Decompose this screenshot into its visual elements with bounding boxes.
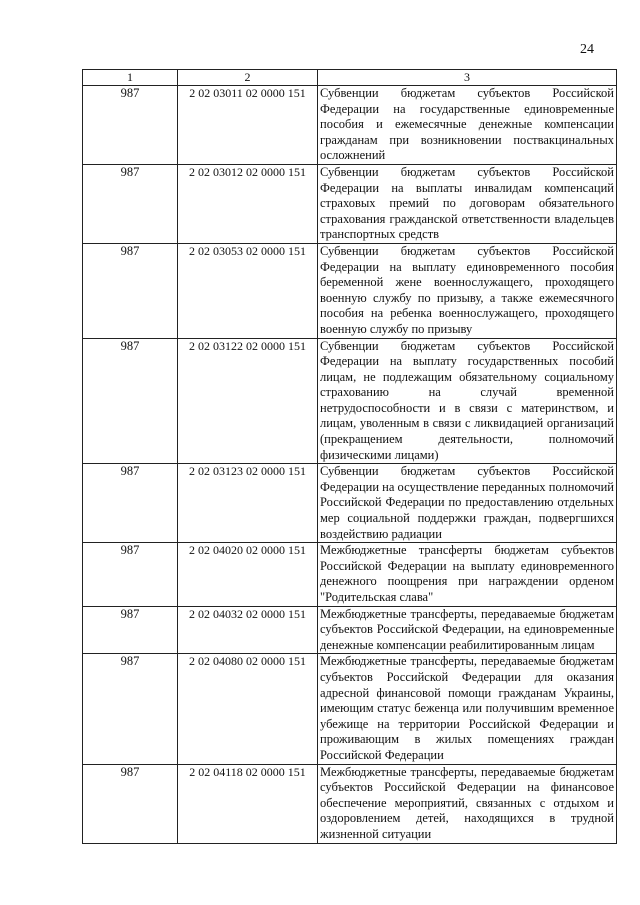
budget-code-cell: 2 02 04080 02 0000 151 [178, 654, 318, 764]
header-row [83, 70, 617, 86]
budget-code-cell: 2 02 04032 02 0000 151 [178, 606, 318, 654]
budget-code-cell: 2 02 03053 02 0000 151 [178, 243, 318, 338]
income-name-cell: Субвенции бюджетам субъектов Российской Федерации на осуществление переданных полномочий Российской Федерации по предоставлению отдельных мер социальной поддержки граждан, подвергшихся воздействию радиации [318, 464, 617, 543]
budget-code-cell: 2 02 03122 02 0000 151 [178, 338, 318, 464]
income-name-cell: Межбюджетные трансферты, передаваемые бюджетам субъектов Российской Федерации на финансовое обеспечение мероприятий, связанных с отдыхом и оздоровлением детей, находящихся в трудной жизненной ситуации [318, 764, 617, 843]
admin-code-cell: 987 [83, 764, 178, 843]
admin-code-cell: 987 [83, 543, 178, 606]
admin-code-cell: 987 [83, 86, 178, 165]
budget-classification-table [82, 69, 617, 844]
budget-code-cell: 2 02 04118 02 0000 151 [178, 764, 318, 843]
budget-code-cell: 2 02 03123 02 0000 151 [178, 464, 318, 543]
income-name-cell: Межбюджетные трансферты, передаваемые бюджетам субъектов Российской Федерации для оказания адресной финансовой помощи гражданам Украины, имеющим статус беженца или получившим временное убежище на территории Российской Федерации и проживающим в жилых помещениях граждан Российской Федерации [318, 654, 617, 764]
admin-code-cell: 987 [83, 243, 178, 338]
table-row [83, 764, 617, 843]
table-row [83, 243, 617, 338]
admin-code-cell: 987 [83, 606, 178, 654]
table-row [83, 338, 617, 464]
header-col-1: 1 [83, 70, 178, 86]
table-body [83, 86, 617, 844]
table-header [83, 70, 617, 86]
budget-code-cell: 2 02 03012 02 0000 151 [178, 164, 318, 243]
budget-code-cell: 2 02 04020 02 0000 151 [178, 543, 318, 606]
budget-code-cell: 2 02 03011 02 0000 151 [178, 86, 318, 165]
page-number: 24 [580, 42, 594, 57]
table-row [83, 606, 617, 654]
admin-code-cell: 987 [83, 464, 178, 543]
income-name-cell: Межбюджетные трансферты, передаваемые бюджетам субъектов Российской Федерации, на единовременные денежные компенсации реабилитированным лицам [318, 606, 617, 654]
table-row [83, 464, 617, 543]
admin-code-cell: 987 [83, 338, 178, 464]
table-row [83, 543, 617, 606]
header-col-2: 2 [178, 70, 318, 86]
income-name-cell: Субвенции бюджетам субъектов Российской Федерации на выплату единовременного пособия беременной жене военнослужащего, проходящего военную службу по призыву, а также ежемесячного пособия на ребенка военнослужащего, проходящего военную службу по призыву [318, 243, 617, 338]
income-name-cell: Субвенции бюджетам субъектов Российской Федерации на выплату государственных пособий лицам, не подлежащим обязательному социальному страхованию на случай временной нетрудоспособности и в связи с материнством, и лицам, уволенным в связи с ликвидацией организаций (прекращением деятельности, полномочий физическими лицами) [318, 338, 617, 464]
admin-code-cell: 987 [83, 164, 178, 243]
income-name-cell: Субвенции бюджетам субъектов Российской Федерации на государственные единовременные пособия и ежемесячные денежные компенсации гражданам при возникновении поствакцинальных осложнений [318, 86, 617, 165]
income-name-cell: Межбюджетные трансферты бюджетам субъектов Российской Федерации на выплату единовременного денежного поощрения при награждении орденом "Родительская слава" [318, 543, 617, 606]
admin-code-cell: 987 [83, 654, 178, 764]
table-row [83, 654, 617, 764]
income-name-cell: Субвенции бюджетам субъектов Российской Федерации на выплаты инвалидам компенсаций страховых премий по договорам обязательного страхования гражданской ответственности владельцев транспортных средств [318, 164, 617, 243]
table-row [83, 164, 617, 243]
table-row [83, 86, 617, 165]
header-col-3: 3 [318, 70, 617, 86]
